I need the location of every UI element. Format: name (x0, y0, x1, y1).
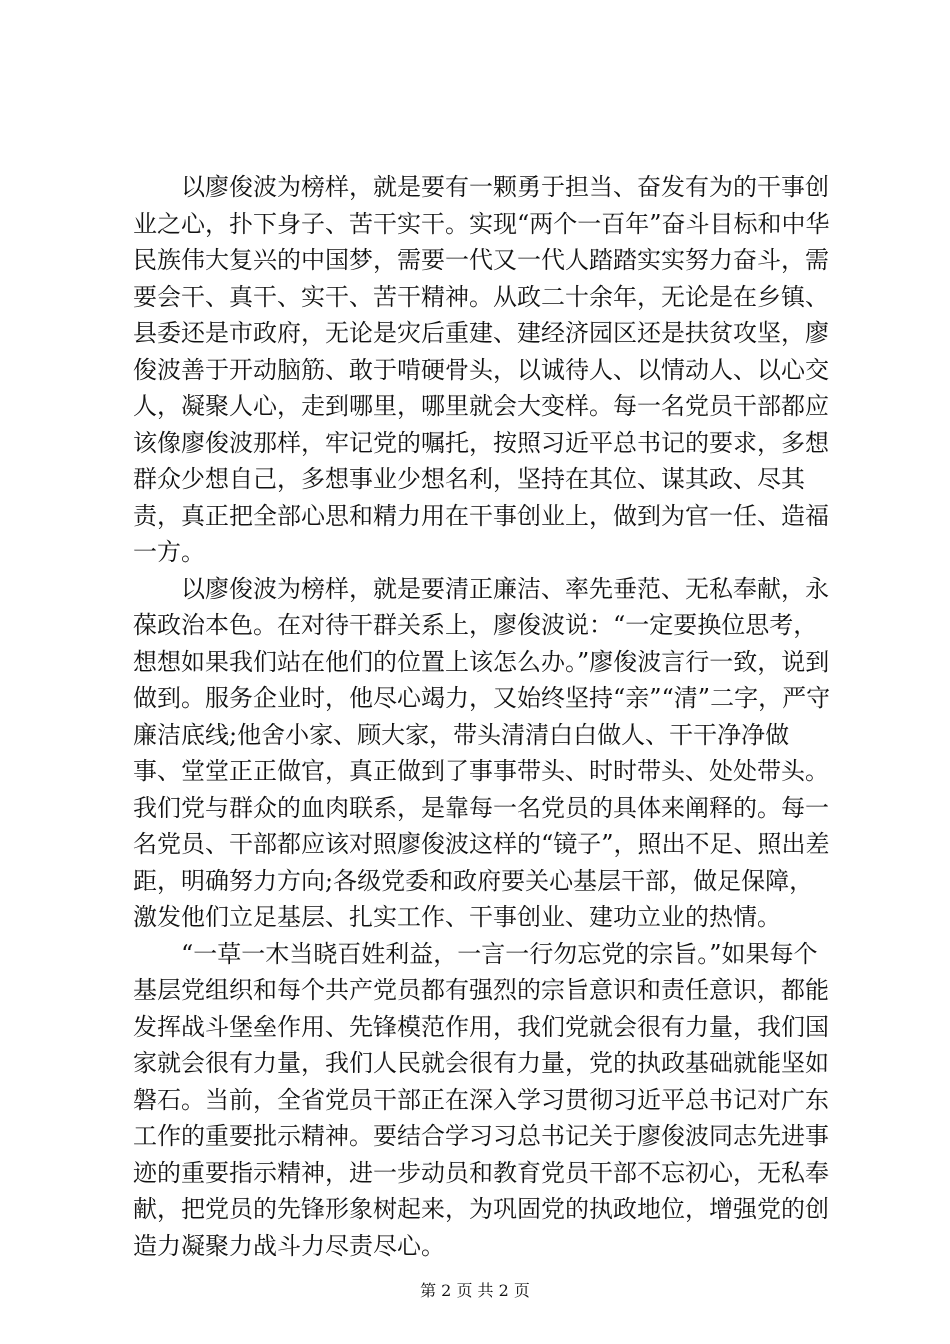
document-body (133, 169, 833, 1264)
page-number-footer: 第 2 页 共 2 页 (420, 1281, 530, 1300)
paragraph-3: “一草一木当晓百姓利益，一言一行勿忘党的宗旨。”如果每个基层党组织和每个共产党员都有强烈的宗旨意识和责任意识，都能发挥战斗堡垒作用、先锋模范作用，我们党就会很有力量，我们国家就会很有力量，我们人民就会很有力量，党的执政基础就能坚如磐石。当前，全省党员干部正在深入学习贯彻习近平总书记对广东工作的重要批示精神。要结合学习习总书记关于廖俊波同志先进事迹的重要指示精神，进一步动员和教育党员干部不忘初心，无私奉献，把党员的先锋形象树起来，为巩固党的执政地位，增强党的创造力凝聚力战斗力尽责尽心。 (133, 939, 829, 1260)
paragraph-1: 以廖俊波为榜样，就是要有一颗勇于担当、奋发有为的干事创业之心，扑下身子、苦干实干。实现“两个一百年”奋斗目标和中华民族伟大复兴的中国梦，需要一代又一代人踏踏实实努力奋斗，需要会干、真干、实干、苦干精神。从政二十余年，无论是在乡镇、县委还是市政府，无论是灾后重建、建经济园区还是扶贫攻坚，廖俊波善于开动脑筋、敢于啃硬骨头，以诚待人、以情动人、以心交人，凝聚人心，走到哪里，哪里就会大变样。每一名党员干部都应该像廖俊波那样，牢记党的嘱托，按照习近平总书记的要求，多想群众少想自己，多想事业少想名利，坚持在其位、谋其政、尽其责，真正把全部心思和精力用在干事创业上，做到为官一任、造福一方。 (133, 173, 830, 566)
paragraph-2: 以廖俊波为榜样，就是要清正廉洁、率先垂范、无私奉献，永葆政治本色。在对待干群关系上，廖俊波说：“一定要换位思考，想想如果我们站在他们的位置上该怎么办。”廖俊波言行一致，说到做到。服务企业时，他尽心竭力，又始终坚持“亲”“清”二字，严守廉洁底线;他舍小家、顾大家，带头清清白白做人、干干净净做事、堂堂正正做官，真正做到了事事带头、时时带头、处处带头。我们党与群众的血肉联系，是靠每一名党员的具体来阐释的。每一名党员、干部都应该对照廖俊波这样的“镜子”，照出不足、照出差距，明确努力方向;各级党委和政府要关心基层干部，做足保障，激发他们立足基层、扎实工作、干事创业、建功立业的热情。 (133, 574, 831, 931)
